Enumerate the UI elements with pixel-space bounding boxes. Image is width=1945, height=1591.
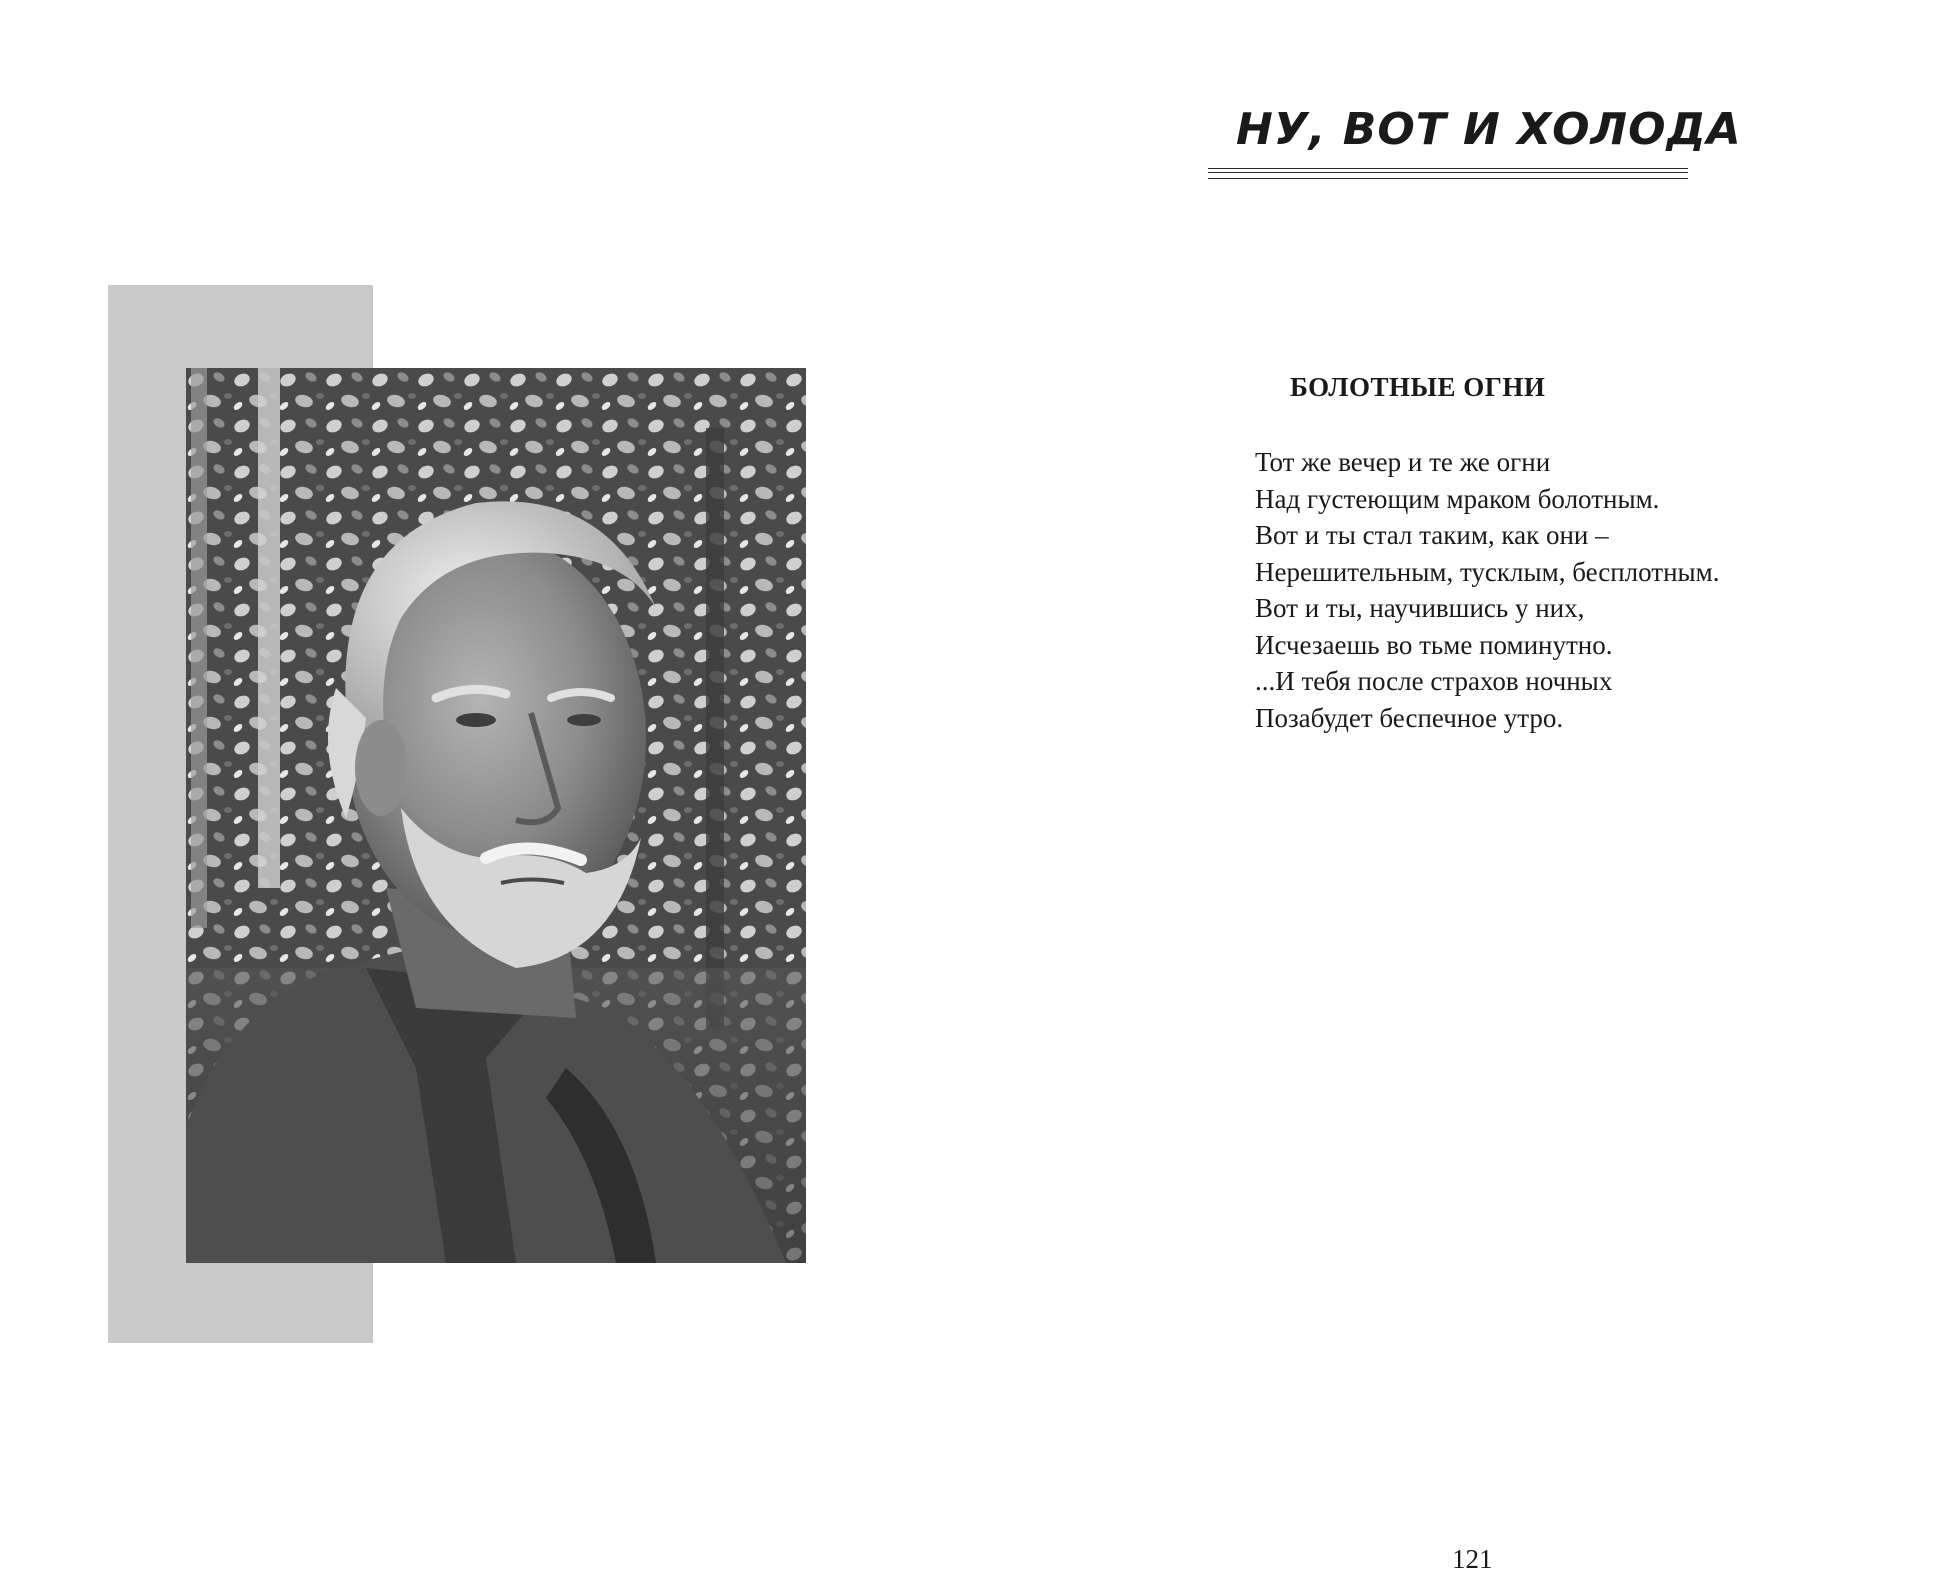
poem-line: Вот и ты, научившись у них,	[1255, 593, 1585, 623]
poem-title: БОЛОТНЫЕ ОГНИ	[1290, 372, 1546, 402]
poem-line: Исчезаешь во тьме поминутно.	[1255, 629, 1613, 660]
author-portrait-photo	[186, 368, 806, 1263]
poem-line: Тот же вечер и те же огни	[1255, 447, 1551, 477]
poem-line: Вот и ты стал таким, как они –	[1255, 520, 1609, 550]
poem-line: ...И тебя после страхов ночных	[1255, 666, 1613, 696]
page-number: 121	[1452, 1544, 1493, 1574]
section-title: НУ, ВОТ И ХОЛОДА	[1236, 104, 1742, 155]
poem-line: Над густеющим мраком болотным.	[1255, 483, 1660, 514]
poem-line: Позабудет беспечное утро.	[1255, 702, 1564, 733]
poem-line: Нерешительным, тусклым, бесплотным.	[1255, 556, 1720, 587]
poem-text	[1255, 444, 1720, 736]
title-underline-rule	[1208, 168, 1688, 179]
portrait-illustration	[186, 368, 806, 1263]
